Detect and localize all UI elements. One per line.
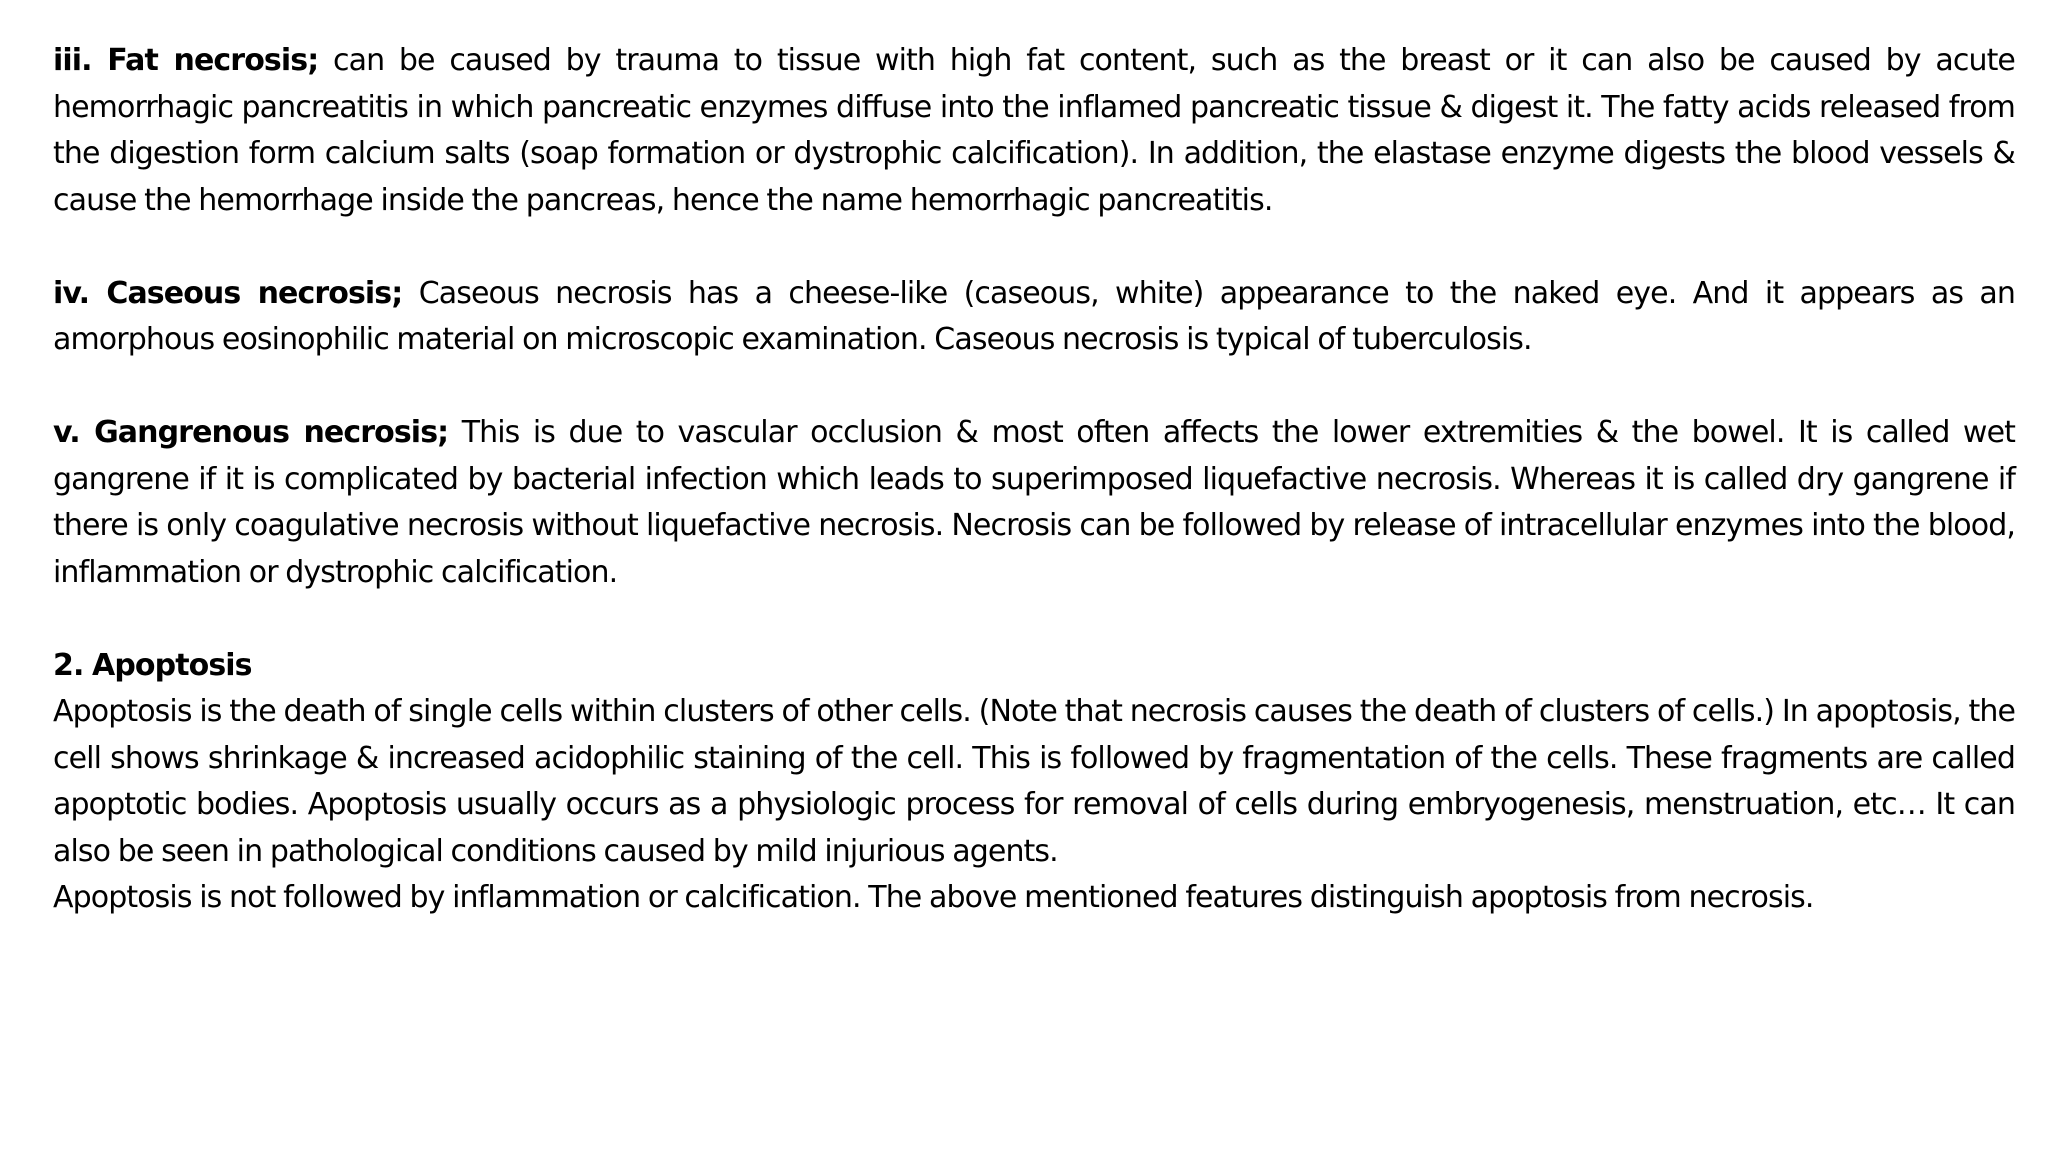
fat-necrosis-paragraph — [53, 38, 2015, 224]
paragraph-gap — [53, 596, 2015, 643]
caseous-necrosis-text: Caseous necrosis has a cheese-like (caseous, white) appearance to the naked eye. And it appears as an amorphous eosinophilic material on microscopic examination. Caseous necrosis is typical of tuberculosis. — [53, 275, 2016, 357]
paragraph-gap — [53, 224, 2015, 271]
apoptosis-heading: 2. Apoptosis — [53, 647, 252, 683]
apoptosis-paragraph-1: Apoptosis is the death of single cells within clusters of other cells. (Note that necrosis causes the death of clusters of cells.) In apoptosis, the cell shows shrinkage & increased acidophilic staining of the cell. This is followed by fragmentation of the cells. These fragments are called apoptotic bodies. Apoptosis usually occurs as a physiologic process for removal of cells during embryogenesis, menstruation, etc… It can also be seen in pathological conditions caused by mild injurious agents. — [53, 694, 2015, 869]
apoptosis-paragraph-2: Apoptosis is not followed by inflammation or calcification. The above mentioned features distinguish apoptosis from necrosis. — [53, 880, 1814, 915]
fat-necrosis-term: iii. Fat necrosis; — [53, 43, 319, 78]
paragraph-gap — [53, 364, 2015, 411]
caseous-necrosis-paragraph — [53, 271, 2015, 364]
fat-necrosis-text: can be caused by trauma to tissue with high fat content, such as the breast or it can also be caused by acute hemorrhagic pancreatitis in which pancreatic enzymes diffuse into the inflamed pancreatic tissue & digest it. The fatty acids released from the digestion form calcium salts (soap formation or dystrophic calcification). In addition, the elastase enzyme digests the blood vessels & cause the hemorrhage inside the pancreas, hence the name hemorrhagic pancreatitis. — [53, 43, 2015, 218]
gangrenous-necrosis-paragraph — [53, 410, 2015, 596]
gangrenous-necrosis-term: v. Gangrenous necrosis; — [53, 415, 449, 450]
document-page — [53, 38, 2015, 922]
gangrenous-necrosis-text: This is due to vascular occlusion & most often affects the lower extremities & the bowel. It is called wet gangrene if it is complicated by bacterial infection which leads to superimposed liquefactive necrosis. Whereas it is called dry gangrene if there is only coagulative necrosis without liquefactive necrosis. Necrosis can be followed by release of intracellular enzymes into the blood, inflammation or dystrophic calcification. — [53, 415, 2015, 590]
caseous-necrosis-term: iv. Caseous necrosis; — [53, 275, 403, 311]
